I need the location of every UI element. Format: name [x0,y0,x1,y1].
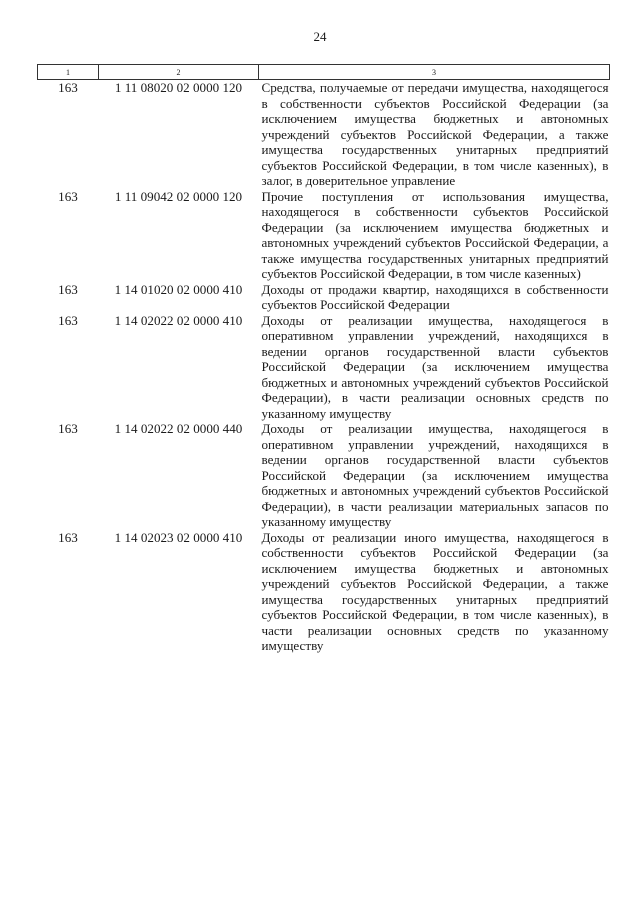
table-header [38,65,610,80]
page-number: 24 [313,29,327,44]
table-row [38,80,610,189]
table-row [38,282,610,313]
table-body [38,80,610,654]
description-cell: Средства, получаемые от передачи имущества, находящегося в собственности субъектов Российской Федерации (за исключением имущества бюджетных и автономных учреждений субъектов Российской Федерации, а также имущества государственных унитарных предприятий субъектов Российской Федерации, в том числе казенных), в залог, в доверительное управление [261,80,609,188]
admin-code-cell: 163 [58,188,78,204]
description-cell: Доходы от реализации имущества, находящегося в оперативном управлении учреждений, находящихся в ведении органов государственной власти субъектов Российской Федерации (за исключением имущества бюджетных и автономных учреждений субъектов Российской Федерации), в части реализации основных средств по указанному имуществу [261,312,609,421]
revenue-codes-table [37,64,610,654]
table-row [38,313,610,422]
header-col-3: 3 [259,65,610,80]
table-row [38,421,610,530]
table-row [38,530,610,654]
admin-code-cell: 163 [58,281,78,297]
header-col-1: 1 [38,65,99,80]
revenue-code-cell: 1 14 02022 02 0000 410 [114,312,243,328]
revenue-code-cell: 1 14 02023 02 0000 410 [114,529,243,545]
header-row [38,65,610,80]
revenue-code-cell: 1 11 08020 02 0000 120 [114,80,243,95]
description-cell: Доходы от продажи квартир, находящихся в собственности субъектов Российской Федерации [261,281,609,312]
revenue-code-cell: 1 14 01020 02 0000 410 [114,281,243,297]
revenue-code-cell: 1 11 09042 02 0000 120 [114,188,243,204]
admin-code-cell: 163 [58,80,78,95]
revenue-code-cell: 1 14 02022 02 0000 440 [114,421,243,436]
table-row [38,189,610,282]
description-cell: Доходы от реализации имущества, находящегося в оперативном управлении учреждений, находящихся в ведении органов государственной власти субъектов Российской Федерации (за исключением имущества бюджетных и автономных учреждений субъектов Российской Федерации), в части реализации материальных запасов по указанному имуществу [261,421,609,529]
admin-code-cell: 163 [58,421,78,436]
admin-code-cell: 163 [58,312,78,328]
admin-code-cell: 163 [58,529,78,545]
description-cell: Доходы от реализации иного имущества, находящегося в собственности субъектов Российской Федерации (за исключением имущества бюджетных и автономных учреждений субъектов Российской Федерации, а также имущества государственных унитарных предприятий субъектов Российской Федерации, в том числе казенных), в части реализации основных средств по указанному имуществу [261,529,609,653]
description-cell: Прочие поступления от использования имущества, находящегося в собственности субъектов Российской Федерации (за исключением имущества бюджетных и автономных учреждений субъектов Российской Федерации, а также имущества государственных унитарных предприятий субъектов Российской Федерации, в том числе казенных) [261,188,609,281]
header-col-2: 2 [99,65,259,80]
